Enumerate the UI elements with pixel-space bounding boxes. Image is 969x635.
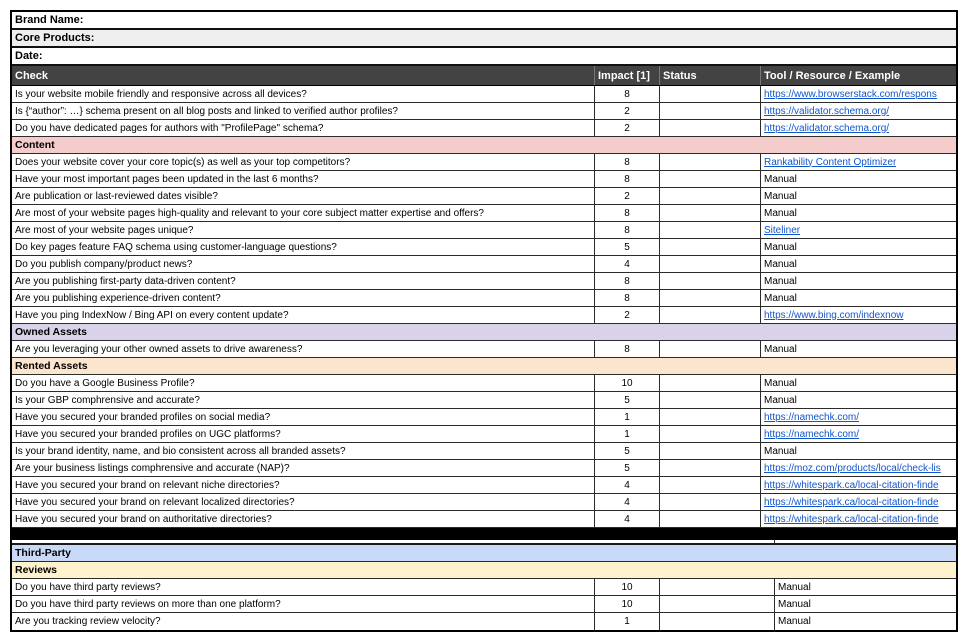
tool-cell [760,188,956,204]
column-header-tool: Tool / Resource / Example [760,66,956,85]
impact-cell [594,290,659,306]
impact-value: 8 [624,88,630,100]
table-row [12,205,956,222]
column-header-impact: Impact [1] [594,66,659,85]
impact-value: 4 [624,496,630,508]
impact-cell [594,409,659,425]
table-row [12,596,956,613]
status-cell [659,392,760,408]
table-row [12,392,956,409]
status-cell [659,290,760,306]
tool-cell [760,307,956,323]
impact-cell [594,103,659,119]
table-row [12,477,956,494]
info-row [12,12,956,30]
tool-link[interactable]: https://validator.schema.org/ [764,105,890,117]
table-row [12,120,956,137]
check-cell: Are you tracking review velocity? [15,616,161,627]
tool-text: Manual [764,343,797,355]
table-row [12,613,956,630]
impact-value: 10 [621,598,633,610]
table-row [12,579,956,596]
table-row [12,86,956,103]
check-cell: Have you ping IndexNow / Bing API on every content update? [15,309,289,321]
impact-value: 2 [624,190,630,202]
table-row [12,375,956,392]
tool-link[interactable]: Rankability Content Optimizer [764,156,897,168]
tool-link[interactable]: https://www.bing.com/indexnow [764,309,904,321]
impact-value: 2 [624,309,630,321]
check-cell: Are you leveraging your other owned assets to drive awareness? [15,343,303,355]
tool-link[interactable]: Siteliner [764,224,801,236]
tool-cell [760,426,956,442]
tool-cell [760,392,956,408]
table-row [12,494,956,511]
tool-text: Manual [764,394,797,406]
check-cell: Have you secured your brand on relevant niche directories? [15,479,280,491]
table-row [12,239,956,256]
tool-cell [774,596,956,612]
impact-value: 8 [624,343,630,355]
status-cell [659,154,760,170]
impact-cell [594,256,659,272]
status-cell [659,86,760,102]
status-cell [659,273,760,289]
check-cell: Have you secured your branded profiles on social media? [15,411,271,423]
tool-cell [760,460,956,476]
tool-text: Manual [778,616,811,627]
status-cell [659,511,760,527]
impact-cell [594,392,659,408]
tool-cell [760,273,956,289]
impact-cell [594,375,659,391]
section-row-rented-assets [12,358,956,375]
impact-cell [594,222,659,238]
check-cell: Are most of your website pages unique? [15,224,194,236]
impact-value: 1 [624,411,630,423]
impact-cell [594,86,659,102]
impact-value: 2 [624,122,630,134]
impact-cell [594,426,659,442]
impact-value: 1 [624,428,630,440]
section-row-content [12,137,956,154]
info-label: Brand Name: [15,14,84,26]
impact-value: 4 [624,258,630,270]
impact-value: 1 [624,616,630,627]
status-cell [659,307,760,323]
status-cell [659,460,760,476]
impact-value: 5 [624,241,630,253]
tool-text: Manual [764,275,797,287]
check-cell: Is {“author”: …} schema present on all blog posts and linked to verified author profiles? [15,105,398,117]
check-cell: Do key pages feature FAQ schema using customer-language questions? [15,241,337,253]
impact-cell [594,307,659,323]
table-row [12,103,956,120]
tool-link[interactable]: https://whitespark.ca/local-citation-finde [764,479,939,491]
impact-cell [594,120,659,136]
impact-value: 8 [624,173,630,185]
status-cell [659,477,760,493]
status-cell [659,409,760,425]
tool-cell [760,256,956,272]
check-cell: Do you publish company/product news? [15,258,193,270]
impact-value: 10 [621,377,633,389]
tool-text: Manual [778,581,811,593]
tool-cell [774,579,956,595]
impact-cell [594,443,659,459]
tool-link[interactable]: https://namechk.com/ [764,411,860,423]
table-row [12,256,956,273]
table-row [12,188,956,205]
status-cell [659,171,760,187]
impact-value: 8 [624,207,630,219]
check-cell: Have you secured your branded profiles on UGC platforms? [15,428,281,440]
column-header-check: Check [15,69,49,82]
table-row [12,409,956,426]
tool-cell [760,494,956,510]
status-cell [659,103,760,119]
check-cell: Are publication or last-reviewed dates visible? [15,190,218,202]
tool-cell [760,409,956,425]
tool-cell [760,443,956,459]
status-cell [659,443,760,459]
info-row [12,30,956,48]
checklist-table [10,10,958,632]
check-cell: Have you secured your brand on authoritative directories? [15,513,272,525]
tool-cell [760,86,956,102]
check-cell: Do you have a Google Business Profile? [15,377,195,389]
check-cell: Have you secured your brand on relevant localized directories? [15,496,295,508]
impact-cell [594,460,659,476]
impact-value: 10 [621,581,633,593]
status-cell [659,205,760,221]
tool-text: Manual [764,377,797,389]
tool-cell [760,171,956,187]
tool-link[interactable]: https://whitespark.ca/local-citation-finde [764,496,939,508]
table-row [12,341,956,358]
impact-cell [594,511,659,527]
impact-cell [594,579,659,595]
check-cell: Is your website mobile friendly and responsive across all devices? [15,88,307,100]
check-cell: Are you publishing experience-driven content? [15,292,221,304]
tool-cell [760,290,956,306]
check-cell: Are most of your website pages high-quality and relevant to your core subject matter expertise and offers? [15,207,484,219]
section-row-reviews [12,562,956,579]
impact-cell [594,188,659,204]
table-row [12,307,956,324]
tool-link[interactable]: https://moz.com/products/local/check-lis [764,462,941,474]
check-cell: Are your business listings comphrensive and accurate (NAP)? [15,462,290,474]
tool-cell [760,477,956,493]
table-row [12,222,956,239]
impact-value: 2 [624,105,630,117]
tool-text: Manual [764,292,797,304]
tool-cell [760,511,956,527]
tool-cell [760,239,956,255]
info-label: Date: [15,50,43,62]
tool-text: Manual [764,241,797,253]
section-label: Third-Party [15,547,72,559]
table-row [12,443,956,460]
table-row [12,154,956,171]
table-row [12,426,956,443]
section-label: Owned Assets [15,326,87,338]
section-label: Reviews [15,564,58,576]
tool-text: Manual [778,598,811,610]
impact-cell [594,477,659,493]
tool-link[interactable]: https://validator.schema.org/ [764,122,890,134]
check-cell: Do you have third party reviews? [15,581,161,593]
impact-value: 8 [624,156,630,168]
tool-cell [774,613,956,630]
tool-text: Manual [764,445,797,457]
check-cell: Do you have dedicated pages for authors with "ProfilePage" schema? [15,122,324,134]
table-header-row [12,66,956,86]
status-cell [659,341,760,357]
check-cell: Do you have third party reviews on more than one platform? [15,598,281,610]
impact-cell [594,596,659,612]
check-cell: Is your brand identity, name, and bio consistent across all branded assets? [15,445,346,457]
column-header-status: Status [659,66,760,85]
tool-text: Manual [764,190,797,202]
info-label: Core Products: [15,32,95,44]
tool-cell [760,154,956,170]
status-cell [659,222,760,238]
check-cell: Are you publishing first-party data-driven content? [15,275,236,287]
spacer-row [12,540,956,545]
status-cell [659,613,774,630]
impact-value: 8 [624,224,630,236]
tool-link[interactable]: https://whitespark.ca/local-citation-finde [764,513,939,525]
tool-link[interactable]: https://namechk.com/ [764,428,860,440]
tool-text: Manual [764,173,797,185]
impact-cell [594,205,659,221]
status-cell [659,120,760,136]
check-cell: Have your most important pages been updated in the last 6 months? [15,173,319,185]
status-cell [659,375,760,391]
info-row [12,48,956,66]
tool-cell [760,341,956,357]
table-row [12,171,956,188]
table-row [12,273,956,290]
tool-cell [760,375,956,391]
impact-value: 5 [624,394,630,406]
tool-cell [760,103,956,119]
table-row [12,290,956,307]
impact-value: 8 [624,275,630,287]
status-cell [659,494,760,510]
impact-cell [594,494,659,510]
impact-cell [594,273,659,289]
status-cell [659,426,760,442]
section-label: Content [15,139,55,151]
status-cell [659,239,760,255]
section-label: Rented Assets [15,360,88,372]
impact-value: 4 [624,513,630,525]
tool-cell [760,205,956,221]
divider-band [12,528,956,540]
impact-cell [594,341,659,357]
status-cell [659,596,774,612]
tool-link[interactable]: https://www.browserstack.com/respons [764,88,937,100]
status-cell [659,256,760,272]
table-row [12,460,956,477]
impact-cell [594,239,659,255]
impact-value: 8 [624,292,630,304]
impact-cell [594,171,659,187]
check-cell: Does your website cover your core topic(s) as well as your top competitors? [15,156,351,168]
impact-cell [594,154,659,170]
impact-value: 4 [624,479,630,491]
tool-cell [760,222,956,238]
tool-text: Manual [764,258,797,270]
impact-cell [594,613,659,630]
tool-text: Manual [764,207,797,219]
tool-cell [760,120,956,136]
section-row-third-party [12,545,956,562]
status-cell [659,579,774,595]
column-divider-tick [774,540,775,543]
check-cell: Is your GBP comphrensive and accurate? [15,394,200,406]
impact-value: 5 [624,445,630,457]
status-cell [659,188,760,204]
section-row-owned-assets [12,324,956,341]
table-row [12,511,956,528]
impact-value: 5 [624,462,630,474]
